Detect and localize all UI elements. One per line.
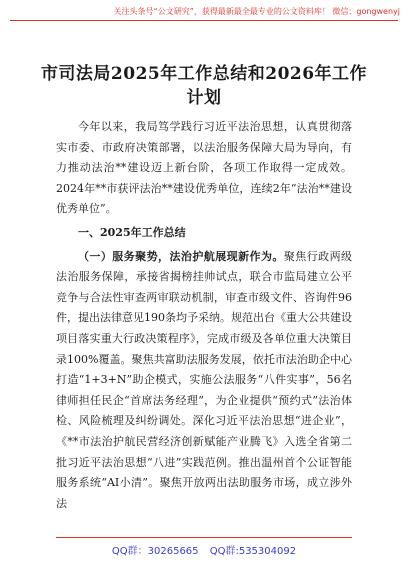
header-divider	[10, 20, 398, 21]
intro-paragraph: 今年以来，我局笃学践行习近平法治思想，认真贯彻落实市委、市政府决策部署，以法治服务保障大局为导向，有力推动法治**建设迈上新台阶，各项工作取得一定成效。2024年**市获评法治**建设优秀单位，连续2年“法治**建设优秀单位”。	[56, 120, 352, 216]
footer	[0, 542, 408, 557]
footer-qq-group-1: QQ群：30265665	[111, 546, 199, 557]
footer-divider	[56, 537, 352, 538]
subsection-label: （一）服务聚势，法治护航展现新作为。	[78, 249, 284, 263]
title-line-2: 计划	[186, 88, 222, 108]
section-heading: 一、2025年工作总结	[78, 225, 186, 239]
subsection-body: 聚焦行政两级法治服务保障，承接省揭榜挂帅试点，联合市监局建立公平竞争与合法性审查两审联动机制，审查市级文件、咨询件96件，提出法律意见190条均予采纳。规范出台《重大公共建设项目落实重大行政决策程序》，完成市级及各单位重大决策目录100%覆盖。聚焦共富助法服务发展，依托市法治助企中心打造“1+3+N”助企模式，实施公法服务“八件实事”，56名律师担任民企“首席法务经理”，为企业提供“预约式”法治体检、风险梳理及纠纷调处。深化习近平法治思想“进企业”，《**市法治护航民营经济创新赋能产业腾飞》入选全省第二批习近平法治思想“八进”实践范例。推出温州首个公证智能服务系统“AI小清”。聚焦开放两出法助服务市场，成立涉外法	[56, 249, 353, 510]
title-line-1: 市司法局2025年工作总结和2026年工作	[40, 64, 368, 84]
subsection-paragraph	[56, 247, 352, 515]
footer-qq-group-2: QQ群:535304092	[209, 546, 297, 557]
document-body	[56, 117, 352, 514]
header-banner: 关注头条号“公文研究”，获得最新最全最专业的公文资料库！ 微信：gongwenyj	[113, 7, 400, 16]
document-title	[40, 62, 368, 110]
